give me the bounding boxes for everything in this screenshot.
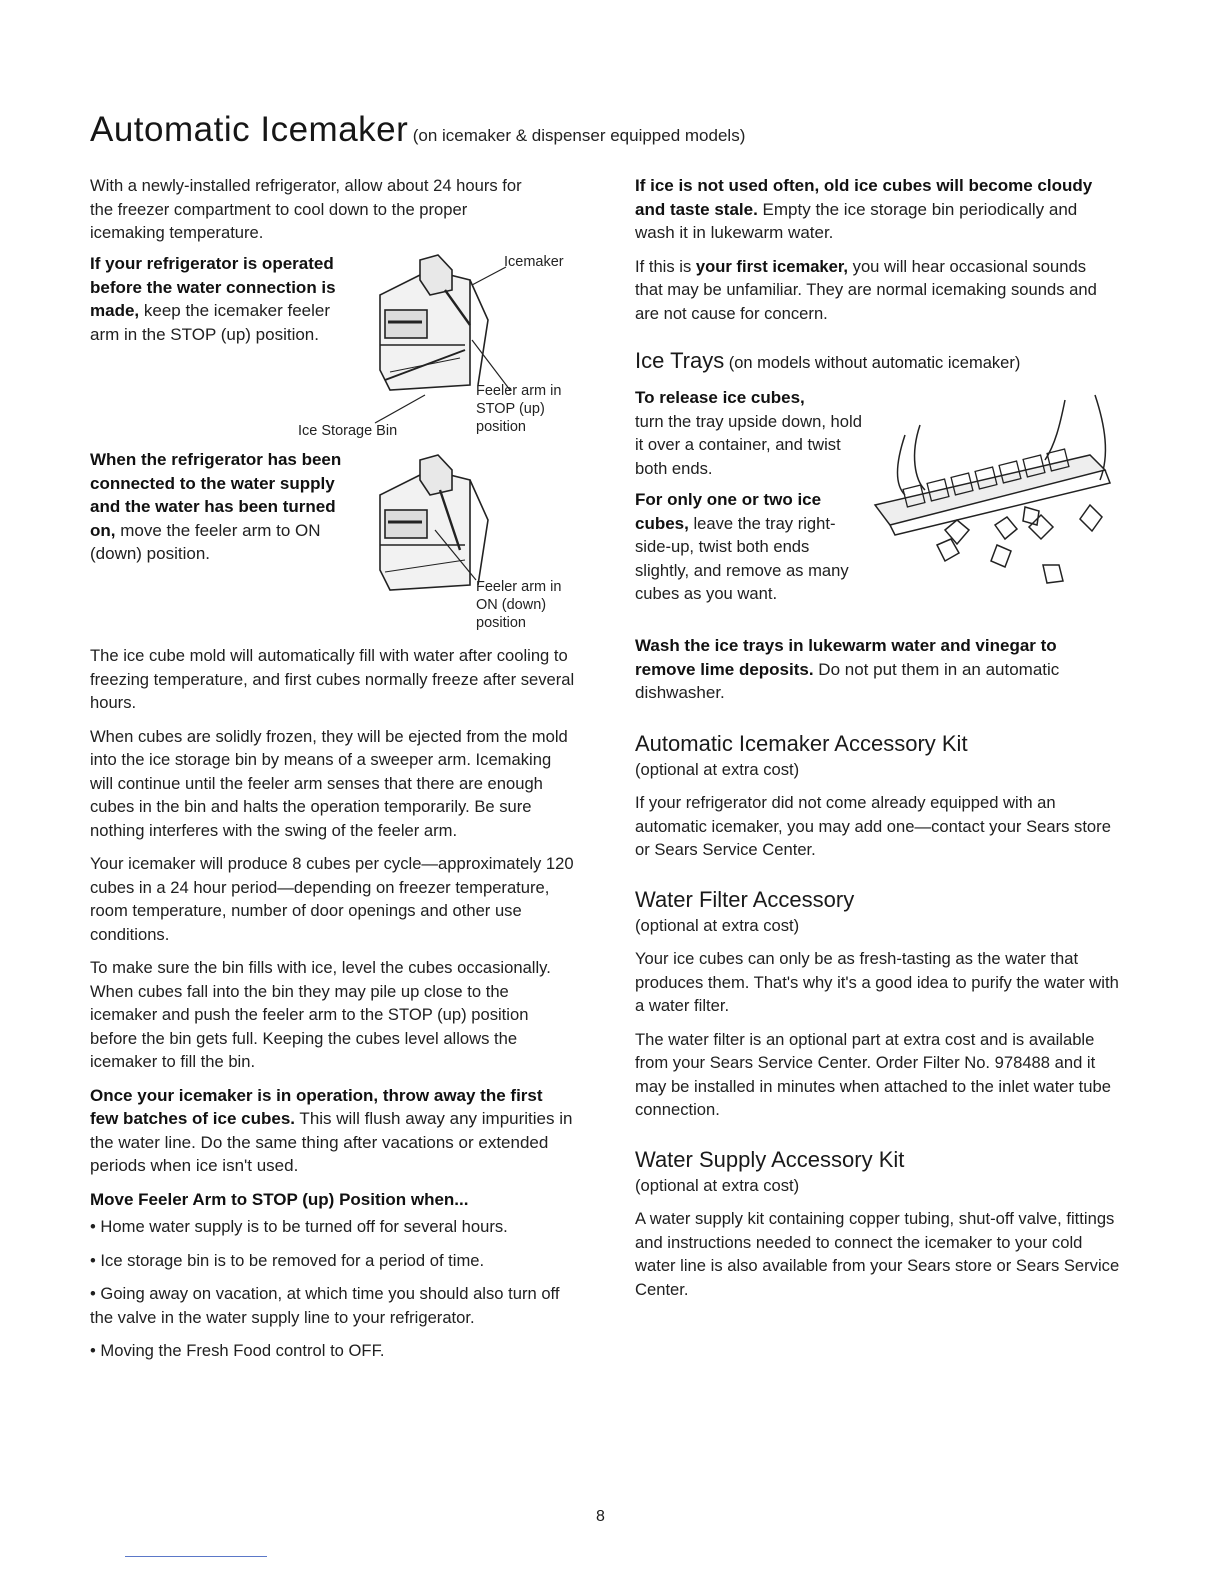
fill-paragraph: The ice cube mold will automatically fill with water after cooling to freezing temperature, and first cubes normally freeze after several hours. [90, 646, 575, 712]
intro-paragraph: With a newly-installed refrigerator, allow about 24 hours for the freezer compartment to cool down to the proper icemaking temperature. [90, 176, 522, 242]
wash-paragraph: Wash the ice trays in lukewarm water and vinegar to remove lime deposits. Do not put them in an automatic dishwasher. [635, 636, 1060, 702]
water-supply-heading: Water Supply Accessory Kit [635, 1147, 905, 1172]
water-supply-text: A water supply kit containing copper tubing, shut-off valve, fittings and instructions needed to connect the icemaker to your cold water line is also available from your Sears store or Sears Service Center. [635, 1209, 1120, 1299]
water-filter-heading: Water Filter Accessory [635, 887, 855, 912]
label-ice-storage-bin: Ice Storage Bin [298, 423, 398, 439]
production-paragraph: Your icemaker will produce 8 cubes per cycle—approximately 120 cubes in a 24 hour period—depending on freezer temperature, room temperature, number of door openings and other use conditions. [90, 854, 574, 944]
ice-trays-heading: Ice Trays (on models without automatic icemaker) [635, 348, 1021, 373]
left-body [90, 644, 575, 1373]
before-connection-paragraph: If your refrigerator is operated before the water connection is made, keep the icemaker feeler arm in the STOP (up) position. [90, 254, 336, 344]
label-stop-arm: Feeler arm in STOP (up) position [476, 383, 562, 435]
icemaker-kit-sub: (optional at extra cost) [635, 760, 800, 779]
bullet-item: • Home water supply is to be turned off for several hours. [90, 1217, 508, 1236]
move-feeler-heading: Move Feeler Arm to STOP (up) Position when... [90, 1189, 469, 1209]
right-top [635, 174, 1115, 335]
page-title [90, 110, 745, 150]
icemaker-kit-text: If your refrigerator did not come already equipped with an automatic icemaker, you may add one—contact your Sears store or Sears Service Center. [635, 793, 1111, 859]
water-filter-sub: (optional at extra cost) [635, 916, 800, 935]
label-icemaker: Icemaker [504, 254, 564, 270]
footer-rule [125, 1556, 267, 1557]
after-connection-paragraph: When the refrigerator has been connected to the water supply and the water has been turned on, move the feeler arm to ON (down) position. [90, 450, 342, 563]
bullet-item: • Going away on vacation, at which time you should also turn off the valve in the water supply line to your refrigerator. [90, 1284, 560, 1327]
water-filter-p1: Your ice cubes can only be as fresh-tasting as the water that produces them. That's why it's a good idea to purify the water with a water filter. [635, 949, 1119, 1015]
label-on-arm: Feeler arm in ON (down) position [476, 579, 562, 631]
title-main: Automatic Icemaker [90, 110, 409, 149]
level-paragraph: To make sure the bin fills with ice, level the cubes occasionally. When cubes fall into the bin they may pile up close to the icemaker and push the feeler arm to the STOP (up) position before the bin gets full. Keeping the cubes level allows the icemaker to fill the bin. [90, 958, 551, 1071]
eject-paragraph: When cubes are solidly frozen, they will be ejected from the mold into the ice storage bin by means of a sweeper arm. Icemaking will continue until the feeler arm senses that there are enough cubes in the bin and halts the operation temporarily. Be sure nothing interferes with the swing of the feeler arm. [90, 726, 568, 840]
throw-away-paragraph: Once your icemaker is in operation, throw away the first few batches of ice cubes. This will flush away any impurities in the water line. Do the same thing after vacations or extended periods when ice isn't used. [90, 1085, 573, 1175]
water-supply-sub: (optional at extra cost) [635, 1176, 800, 1195]
page-number: 8 [596, 1508, 605, 1525]
release-paragraph: To release ice cubes, turn the tray upside down, hold it over a container, and twist both ends. For only one or two ice cubes, leave the tray right-side-up, twist both ends slightly, and remove as many cubes as you want. [635, 388, 862, 603]
icemaker-kit-section [635, 730, 1120, 872]
bullet-item: • Ice storage bin is to be removed for a period of time. [90, 1250, 485, 1270]
title-note: (on icemaker & dispenser equipped models) [412, 126, 746, 145]
first-icemaker-paragraph: If this is your first icemaker, you will hear occasional sounds that may be unfamiliar. They are normal icemaking sounds and are not cause for concern. [635, 256, 1097, 323]
icemaker-kit-heading: Automatic Icemaker Accessory Kit [635, 731, 968, 756]
diagram2-leader [430, 525, 490, 585]
stale-ice-paragraph: If ice is not used often, old ice cubes will become cloudy and taste stale. Empty the ice storage bin periodically and wash it in lukewarm water. [635, 176, 1093, 242]
ice-tray-illustration [865, 395, 1120, 600]
water-filter-p2: The water filter is an optional part at extra cost and is available from your Sears Service Center. Order Filter No. 978488 and it may be installed in minutes when attached to the inlet water tube connection. [635, 1029, 1111, 1119]
water-filter-section [635, 886, 1120, 1132]
water-supply-section [635, 1146, 1120, 1311]
bullet-item: • Moving the Fresh Food control to OFF. [90, 1341, 385, 1360]
